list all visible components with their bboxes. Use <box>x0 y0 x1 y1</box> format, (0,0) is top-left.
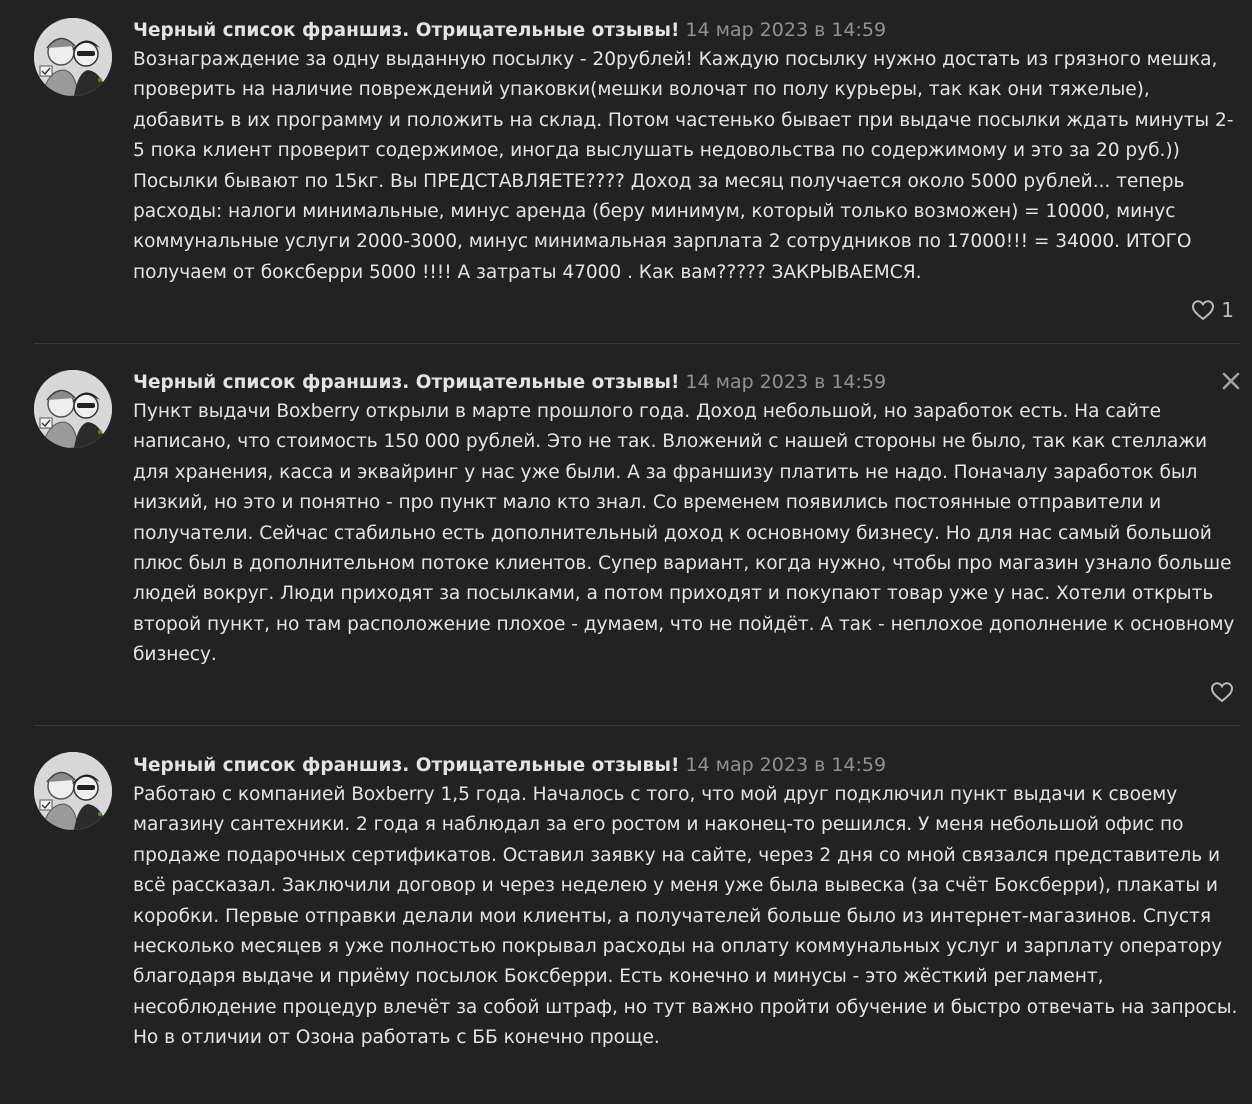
avatar-image <box>34 752 112 830</box>
close-icon <box>1220 370 1242 392</box>
comment-text: Вознаграждение за одну выданную посылку - 20рублей! Каждую посылку нужно достать из грязного мешка, проверить на наличие повреждений упаковки(мешки волочат по полу курьеры, так как они тяжелые), добавить в их программу и положить на склад. Потом частенько бывает при выдаче посылки ждать минуты 2-5 пока клиент проверит содержимое, иногда выслушать недовольства по содержимому и это за 20 руб.)) Посылки бывают по 15кг. Вы ПРЕДСТАВЛЯЕТЕ???? Доход за месяц получается около 5000 рублей... теперь расходы: налоги минимальные, минус аренда (беру минимум, который только возможен) = 10000, минус коммунальные услуги 2000-3000, минус минимальная зарплата 2 сотрудников по 17000!!! = 34000. ИТОГО получаем от боксберри 5000 !!!! А затраты 47000 . Как вам????? ЗАКРЫВАЕМСЯ. <box>133 49 1234 283</box>
divider <box>34 725 1240 726</box>
like-button[interactable] <box>1191 298 1234 322</box>
comment <box>0 750 1252 1070</box>
avatar[interactable] <box>34 370 112 448</box>
heart-outline-icon <box>1210 681 1234 703</box>
author-name[interactable]: Черный список франшиз. Отрицательные отзывы! <box>133 755 680 776</box>
avatar[interactable] <box>34 752 112 830</box>
comment-date[interactable]: 14 мар 2023 в 14:59 <box>685 371 887 393</box>
author-name[interactable]: Черный список франшиз. Отрицательные отзывы! <box>133 372 680 393</box>
comment-header <box>133 15 886 45</box>
avatar-image <box>34 18 112 96</box>
close-button[interactable] <box>1220 370 1242 392</box>
like-button[interactable] <box>1210 681 1234 703</box>
author-name[interactable]: Черный список франшиз. Отрицательные отзывы! <box>133 20 680 41</box>
comment-header <box>133 367 886 397</box>
like-count: 1 <box>1221 298 1234 322</box>
divider <box>34 343 1240 344</box>
comment-date[interactable]: 14 мар 2023 в 14:59 <box>685 754 887 776</box>
comment <box>0 15 1252 335</box>
comment-text: Пункт выдачи Boxberry открыли в марте прошлого года. Доход небольшой, но заработок есть. На сайте написано, что стоимость 150 000 рублей. Это не так. Вложений с нашей стороны не было, так как стеллажи для хранения, касса и эквайринг у нас уже были. А за франшизу платить не надо. Поначалу заработок был низкий, но это и понятно - про пункт мало кто знал. Со временем появились постоянные отправители и получатели. Сейчас стабильно есть дополнительный доход к основному бизнесу. Но для нас самый большой плюс был в дополнительном потоке клиентов. Супер вариант, когда нужно, чтобы про магазин узнало больше людей вокруг. Люди приходят за посылками, а потом приходят и покупают товар уже у нас. Хотели открыть второй пункт, но там расположение плохое - думаем, что не пойдёт. А так - неплохое дополнение к основному бизнесу. <box>133 401 1235 666</box>
comment-text: Работаю с компанией Boxberry 1,5 года. Началось с того, что мой друг подключил пункт выдачи к своему магазину сантехники. 2 года я наблюдал за его ростом и наконец-то решился. У меня небольшой офис по продаже подарочных сертификатов. Оставил заявку на сайте, через 2 дня со мной связался представитель и всё рассказал. Заключили договор и через неделею у меня уже была вывеска (за счёт Боксберри), плакаты и коробки. Первые отправки делали мои клиенты, а получателей больше было из интернет-магазинов. Спустя несколько месяцев я уже полностью покрывал расходы на оплату коммунальных услуг и зарплату оператору благодаря выдаче и приёму посылок Боксберри. Есть конечно и минусы - это жёсткий регламент, несоблюдение процедур влечёт за собой штраф, но тут важно пройти обучение и быстро отвечать на запросы. Но в отличии от Озона работать с ББ конечно проще. <box>133 784 1238 1049</box>
avatar-image <box>34 370 112 448</box>
comment-date[interactable]: 14 мар 2023 в 14:59 <box>685 19 887 41</box>
comment-header <box>133 750 886 780</box>
heart-outline-icon <box>1191 299 1215 321</box>
comment <box>0 367 1252 712</box>
avatar[interactable] <box>34 18 112 96</box>
